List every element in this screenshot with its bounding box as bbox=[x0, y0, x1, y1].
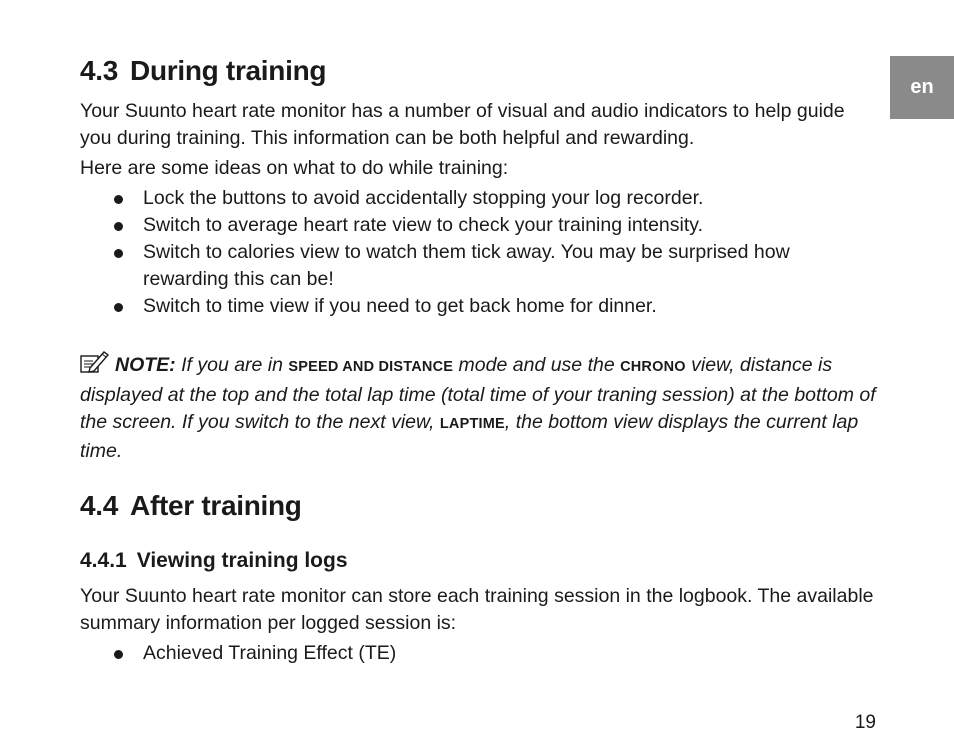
language-tab: en bbox=[890, 56, 954, 119]
lead-paragraph: Here are some ideas on what to do while training: bbox=[80, 157, 509, 179]
bullet-icon bbox=[114, 650, 123, 659]
section-number: 4.4 bbox=[80, 490, 119, 521]
note-text: view, distance is displayed at the top and the total lap time (total time of your traning session) at the bottom of the screen. If you switch to the next view, bbox=[80, 354, 876, 433]
note-text: If you are in bbox=[175, 354, 289, 376]
section-heading-after-training bbox=[80, 489, 880, 523]
note-text: , the bottom view displays the current lap time. bbox=[80, 411, 859, 462]
list-item-text: Lock the buttons to avoid accidentally stopping your log recorder. bbox=[143, 187, 704, 209]
training-tips-list bbox=[80, 185, 880, 320]
view-name: CHRONO bbox=[620, 359, 686, 375]
note-block bbox=[80, 350, 880, 465]
list-item-text: Switch to calories view to watch them tick away. You may be surprised how rewarding this can be! bbox=[143, 241, 790, 290]
list-item bbox=[80, 212, 880, 239]
bullet-icon bbox=[114, 195, 123, 204]
section-title: During training bbox=[130, 55, 327, 86]
note-label: NOTE: bbox=[115, 354, 176, 376]
view-name: LAPTIME bbox=[439, 416, 505, 432]
intro-paragraph: Your Suunto heart rate monitor has a number of visual and audio indicators to help guide you during training. This information can be both helpful and rewarding. bbox=[80, 100, 845, 149]
list-item bbox=[80, 185, 880, 212]
section-heading-during-training bbox=[80, 54, 880, 88]
log-summary-list bbox=[80, 640, 880, 667]
list-item-text: Switch to time view if you need to get back home for dinner. bbox=[143, 295, 657, 317]
mode-name: SPEED AND DISTANCE bbox=[288, 359, 454, 375]
logbook-paragraph: Your Suunto heart rate monitor can store each training session in the logbook. The available summary information per logged session is: bbox=[80, 585, 874, 634]
bullet-icon bbox=[114, 303, 123, 312]
section-title: After training bbox=[130, 490, 302, 521]
note-pencil-icon bbox=[80, 350, 112, 382]
bullet-icon bbox=[114, 249, 123, 258]
page-number: 19 bbox=[854, 712, 876, 733]
subsection-number: 4.4.1 bbox=[80, 549, 127, 572]
page-content bbox=[80, 54, 880, 667]
bullet-icon bbox=[114, 222, 123, 231]
section-number: 4.3 bbox=[80, 55, 119, 86]
list-item bbox=[80, 293, 880, 320]
subsection-title: Viewing training logs bbox=[136, 549, 348, 572]
list-item-text: Achieved Training Effect (TE) bbox=[143, 642, 397, 664]
list-item-text: Switch to average heart rate view to check your training intensity. bbox=[143, 214, 703, 236]
list-item bbox=[80, 239, 880, 293]
subsection-heading-viewing-logs bbox=[80, 547, 880, 575]
list-item bbox=[80, 640, 880, 667]
note-text: mode and use the bbox=[453, 354, 621, 376]
